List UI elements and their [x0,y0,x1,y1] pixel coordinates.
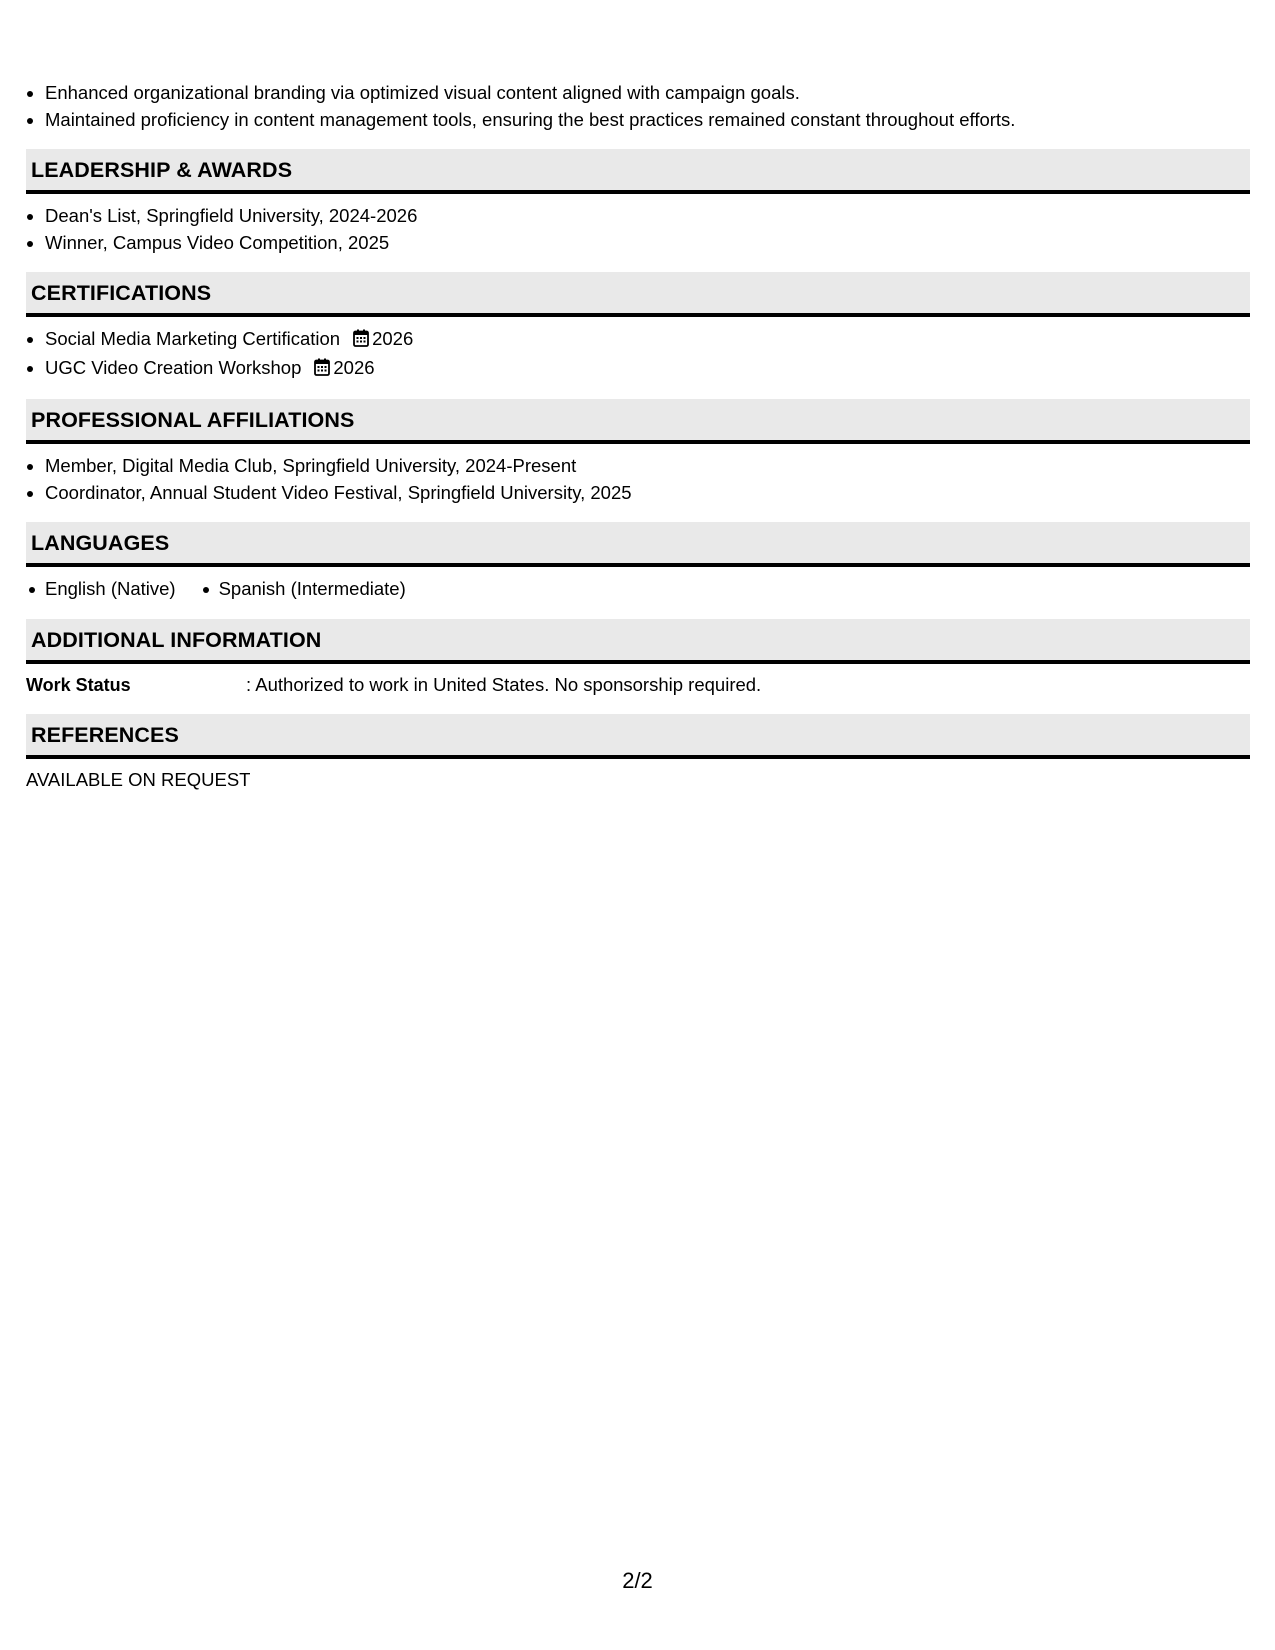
section-title: ADDITIONAL INFORMATION [31,628,322,652]
work-status-row [26,672,1250,698]
section-title: LANGUAGES [31,531,170,555]
certification-year: 2026 [372,328,414,349]
list-item: • Maintained proficiency in content management tools, ensuring the best practices remained constant throughout efforts. [45,106,1250,133]
page-number: 2/2 [622,1568,653,1593]
certifications-list [26,325,1250,383]
certification-name: Social Media Marketing Certification [45,328,341,349]
affiliations-list [26,452,1250,506]
section-header-certifications [26,272,1250,317]
experience-bullets [26,79,1250,133]
work-status-value: : Authorized to work in United States. No sponsorship required. [246,674,762,695]
section-title: LEADERSHIP & AWARDS [31,158,293,182]
section-header-leadership [26,149,1250,194]
resume-page [26,0,1250,793]
section-title: PROFESSIONAL AFFILIATIONS [31,408,355,432]
language-item: Spanish (Intermediate) [200,575,406,603]
section-header-languages [26,522,1250,567]
work-status-label: Work Status [26,675,131,695]
references-text: AVAILABLE ON REQUEST [26,769,251,790]
list-item [45,354,1250,383]
calendar-icon [314,356,330,383]
section-header-affiliations [26,399,1250,444]
list-item: • Coordinator, Annual Student Video Festival, Springfield University, 2025 [45,479,1250,506]
languages-list [26,575,1250,603]
list-item: • Enhanced organizational branding via optimized visual content aligned with campaign goals. [45,79,1250,106]
list-item: • Winner, Campus Video Competition, 2025 [45,229,1250,256]
list-item: • Dean's List, Springfield University, 2024-2026 [45,202,1250,229]
certification-year: 2026 [333,357,375,378]
list-item [45,325,1250,354]
leadership-list [26,202,1250,256]
section-header-references [26,714,1250,759]
language-item: English (Native) [26,575,176,603]
section-header-additional-information [26,619,1250,664]
certification-name: UGC Video Creation Workshop [45,357,302,378]
list-item: • Member, Digital Media Club, Springfield University, 2024-Present [45,452,1250,479]
calendar-icon [353,327,369,354]
section-title: CERTIFICATIONS [31,281,212,305]
section-title: REFERENCES [31,723,179,747]
